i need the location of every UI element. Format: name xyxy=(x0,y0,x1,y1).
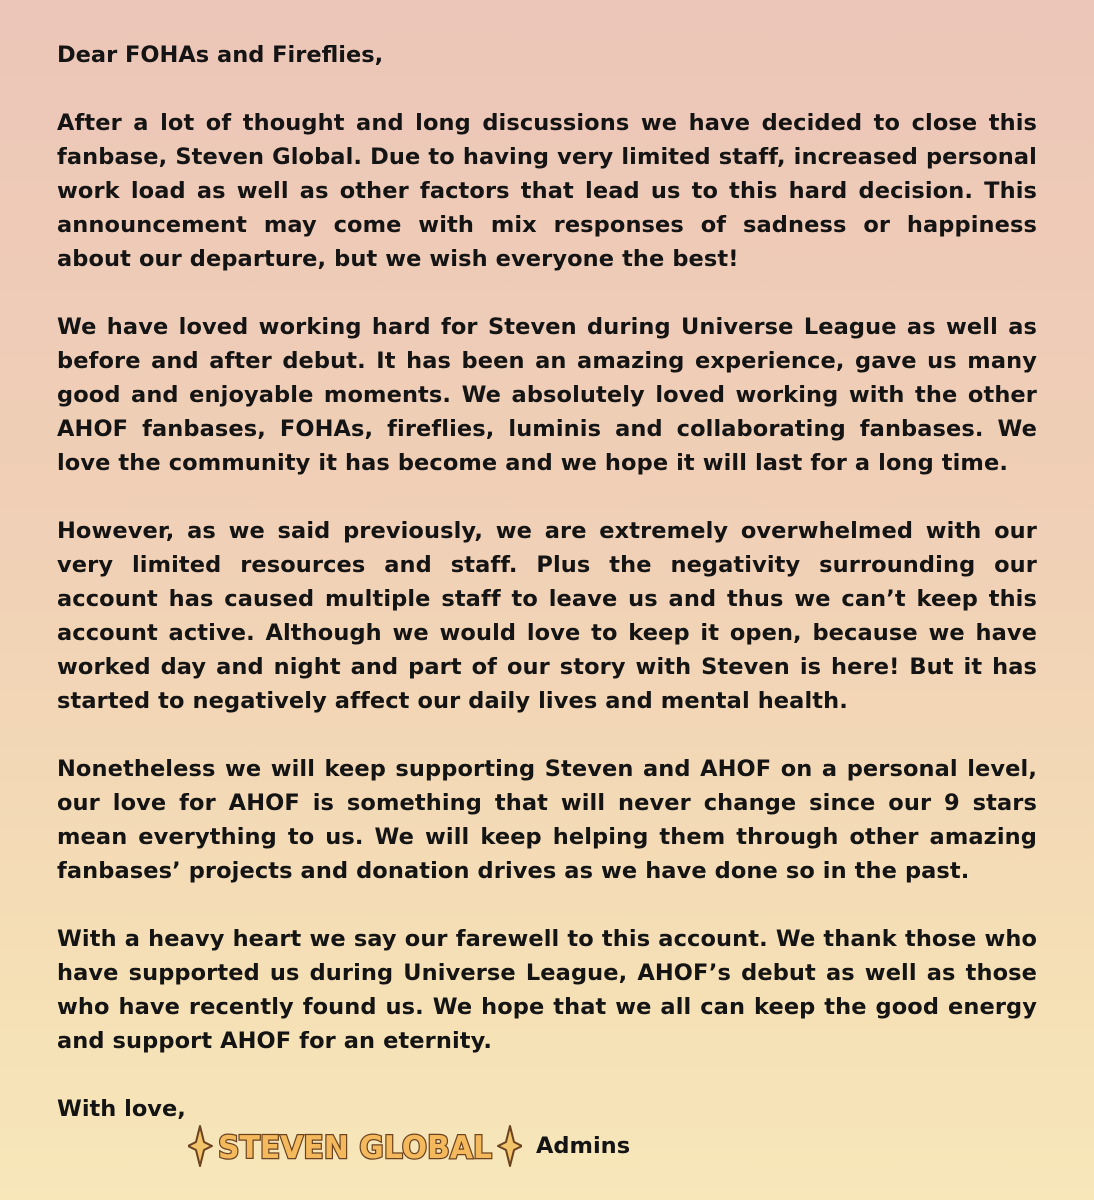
logo-wordmark: STEVEN GLOBAL xyxy=(218,1130,492,1166)
signature-admins: Admins xyxy=(536,1133,631,1159)
paragraph-3: However, as we said previously, we are extremely overwhelmed with our very limited resources and staff. Plus the negativity surrounding our account has caused multiple staff to leave us and thus we can’t keep this account active. Although we would love to keep it open, because we have worked day and night and part of our story with Steven is here! But it has started to negatively affect our daily lives and mental health. xyxy=(57,518,1037,714)
paragraph-2: We have loved working hard for Steven during Universe League as well as before and after debut. It has been an amazing experience, gave us many good and enjoyable moments. We absolutely loved working with the other AHOF fanbases, FOHAs, fireflies, luminis and collaborating fanbases. We love the community it has become and we hope it will last for a long time. xyxy=(57,314,1037,476)
paragraph-1: After a lot of thought and long discussions we have decided to close this fanbase, Steven Global. Due to having very limited staff, increased personal work load as well as other factors that lead us to this hard decision. This announcement may come with mix responses of sadness or happiness about our departure, but we wish everyone the best! xyxy=(57,110,1037,272)
signature xyxy=(188,1122,630,1170)
sparkle-right-icon xyxy=(498,1126,522,1166)
paragraph-5: With a heavy heart we say our farewell to this account. We thank those who have supported us during Universe League, AHOF’s debut as well as those who have recently found us. We hope that we all can keep the good energy and support AHOF for an eternity. xyxy=(57,926,1037,1054)
sparkle-left-icon xyxy=(188,1126,212,1166)
paragraph-4: Nonetheless we will keep supporting Steven and AHOF on a personal level, our love for AHOF is something that will never change since our 9 stars mean everything to us. We will keep helping them through other amazing fanbases’ projects and donation drives as we have done so in the past. xyxy=(57,756,1037,884)
steven-global-logo xyxy=(188,1122,522,1170)
greeting: Dear FOHAs and Fireflies, xyxy=(57,42,384,68)
closing: With love, xyxy=(57,1096,186,1122)
letter xyxy=(57,38,1037,1126)
